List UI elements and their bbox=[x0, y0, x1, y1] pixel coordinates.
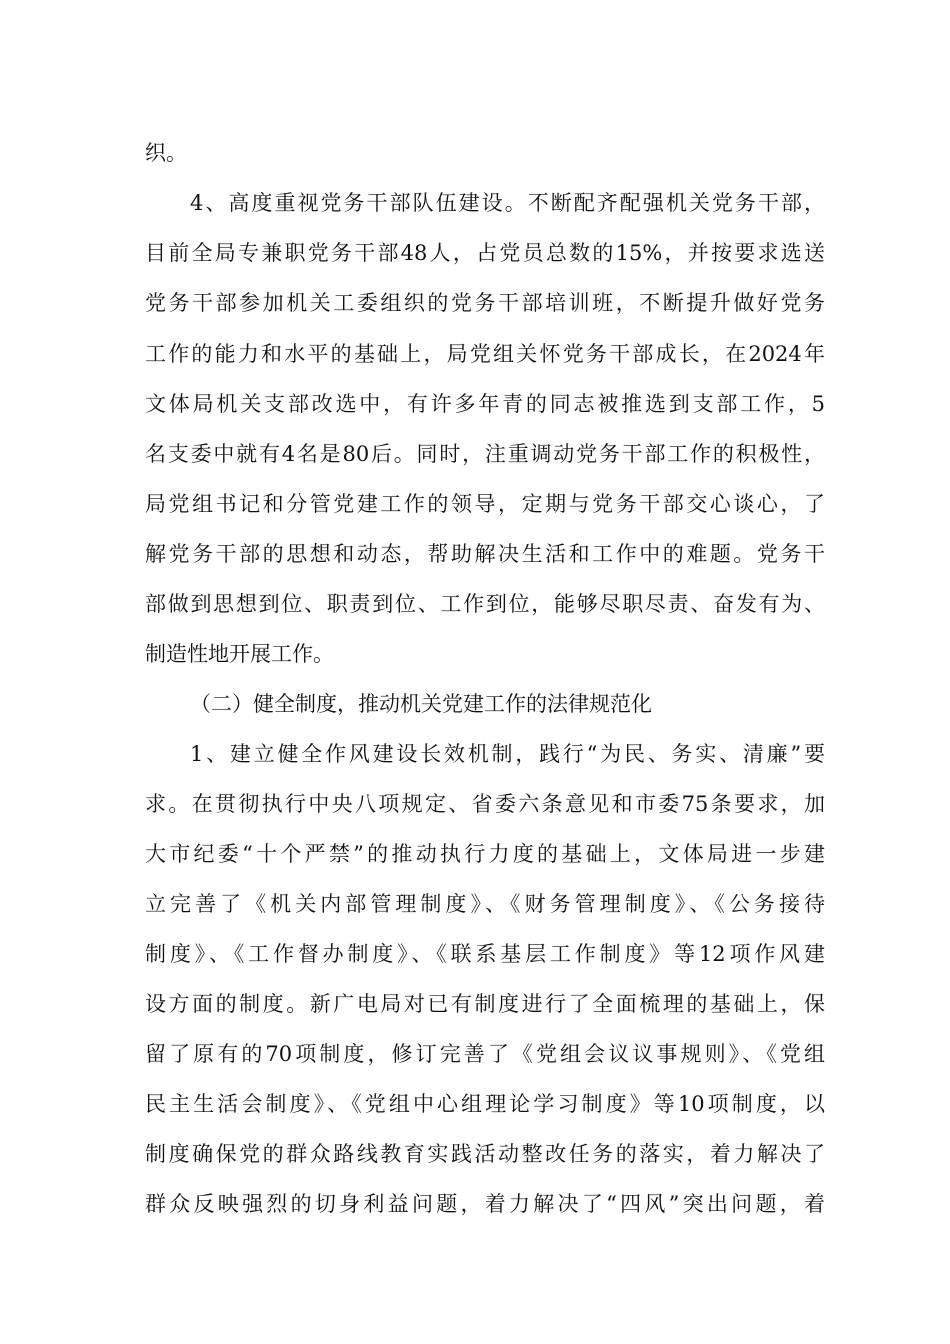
text-line: 立完善了《机关内部管理制度》、《财务管理制度》、《公务接待 bbox=[145, 892, 825, 916]
text-line: 民主生活会制度》、《党组中心组理论学习制度》等10项制度，以 bbox=[145, 1092, 825, 1116]
text-line: 4、高度重视党务干部队伍建设。不断配齐配强机关党务干部， bbox=[190, 191, 825, 215]
text-line: 部做到思想到位、职责到位、工作到位，能够尽职尽责、奋发有为、 bbox=[145, 592, 825, 616]
text-line: 名支委中就有4名是80后。同时，注重调动党务干部工作的积极性， bbox=[145, 442, 825, 466]
text-line: 制度》、《工作督办制度》、《联系基层工作制度》等12项作风建 bbox=[145, 942, 825, 966]
text-line: 局党组书记和分管党建工作的领导，定期与党务干部交心谈心，了 bbox=[145, 492, 825, 516]
text-line: 制造性地开展工作。 bbox=[145, 642, 334, 666]
text-line: 目前全局专兼职党务干部48人，占党员总数的15%，并按要求选送 bbox=[145, 241, 825, 265]
section-heading: （二）健全制度，推动机关党建工作的法律规范化 bbox=[190, 692, 652, 716]
text-line: 工作的能力和水平的基础上，局党组关怀党务干部成长，在2024年 bbox=[145, 342, 825, 366]
text-line: 织。 bbox=[145, 141, 187, 165]
text-line: 1、建立健全作风建设长效机制，践行“为民、务实、清廉”要 bbox=[190, 742, 825, 766]
text-line: 文体局机关支部改选中，有许多年青的同志被推选到支部工作，5 bbox=[145, 392, 825, 416]
text-line: 群众反映强烈的切身利益问题，着力解决了“四风”突出问题，着 bbox=[145, 1192, 825, 1216]
text-line: 求。在贯彻执行中央八项规定、省委六条意见和市委75条要求，加 bbox=[145, 792, 825, 816]
text-line: 党务干部参加机关工委组织的党务干部培训班，不断提升做好党务 bbox=[145, 291, 825, 315]
text-line: 设方面的制度。新广电局对已有制度进行了全面梳理的基础上，保 bbox=[145, 992, 825, 1016]
text-line: 大市纪委“十个严禁”的推动执行力度的基础上，文体局进一步建 bbox=[145, 842, 825, 866]
text-line: 留了原有的70项制度，修订完善了《党组会议议事规则》、《党组 bbox=[145, 1042, 825, 1066]
text-line: 制度确保党的群众路线教育实践活动整改任务的落实，着力解决了 bbox=[145, 1142, 825, 1166]
text-line: 解党务干部的思想和动态，帮助解决生活和工作中的难题。党务干 bbox=[145, 542, 825, 566]
